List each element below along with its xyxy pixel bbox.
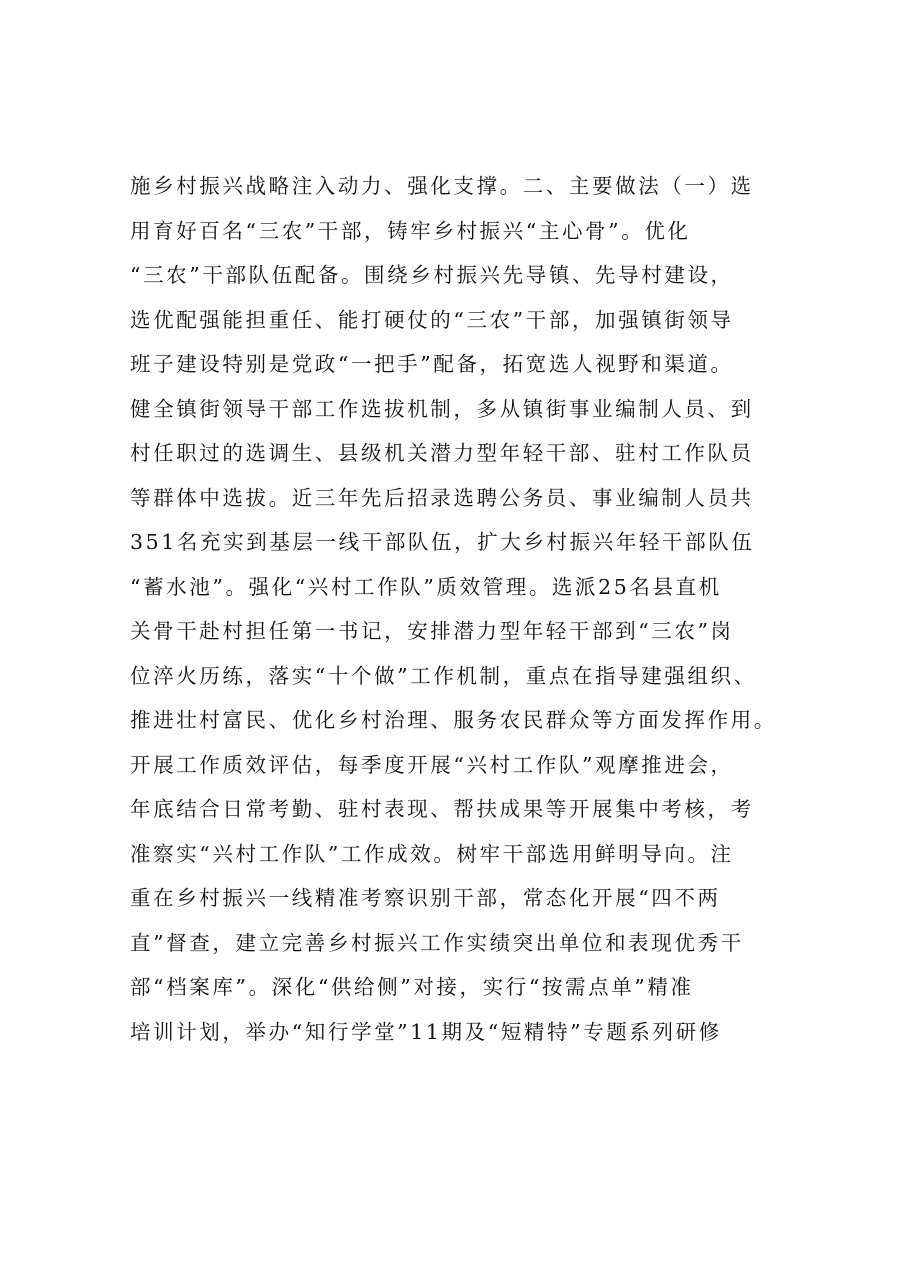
text-line-12: 位淬火历练，落实“十个做”工作机制，重点在指导建强组织、: [130, 663, 757, 688]
text-line-20: 培训计划，举办“知行学堂”11期及“短精特”专题系列研修: [130, 1019, 722, 1044]
text-line-14: 开展工作质效评估，每季度开展“兴村工作队”观摩推进会，: [130, 752, 734, 777]
text-line-5: 班子建设特别是党政“一把手”配备，拓宽选人视野和渠道。: [130, 352, 734, 376]
text-line-10: “蓄水池”。强化“兴村工作队”质效管理。选派25名县直机: [130, 574, 722, 599]
text-line-1: 施乡村振兴战略注入动力、强化支撑。二、主要做法（一）选: [130, 174, 754, 198]
text-line-6: 健全镇街领导干部工作选拔机制，多从镇街事业编制人员、到: [130, 396, 754, 421]
body-text: [130, 164, 800, 1054]
text-line-17: 重在乡村振兴一线精准考察识别干部，常态化开展“四不两: [130, 886, 721, 910]
text-line-16: 准察实“兴村工作队”工作成效。树牢干部选用鲜明导向。注: [130, 841, 734, 866]
text-line-11: 关骨干赴村担任第一书记，安排潜力型年轻干部到“三农”岗: [130, 619, 734, 643]
text-line-9: 351名充实到基层一线干部队伍，扩大乡村振兴年轻干部队伍: [130, 530, 755, 554]
text-line-3: “三农”干部队伍配备。围绕乡村振兴先导镇、先导村建设，: [130, 263, 734, 287]
text-line-18: 直”督查，建立完善乡村振兴工作实绩突出单位和表现优秀干: [130, 930, 744, 955]
text-line-15: 年底结合日常考勤、驻村表现、帮扶成果等开展集中考核，考: [130, 797, 754, 821]
text-line-4: 选优配强能担重任、能打硬仗的“三农”干部，加强镇街领导: [130, 307, 734, 332]
text-line-8: 等群体中选拔。近三年先后招录选聘公务员、事业编制人员共: [130, 485, 754, 510]
text-line-7: 村任职过的选调生、县级机关潜力型年轻干部、驻村工作队员: [130, 441, 754, 465]
text-line-19: 部“档案库”。深化“供给侧”对接，实行“按需点单”精准: [130, 975, 694, 999]
text-line-2: 用育好百名“三农”干部，铸牢乡村振兴“主心骨”。优化: [130, 218, 691, 243]
text-line-13: 推进壮村富民、优化乡村治理、服务农民群众等方面发挥作用。: [130, 708, 777, 732]
